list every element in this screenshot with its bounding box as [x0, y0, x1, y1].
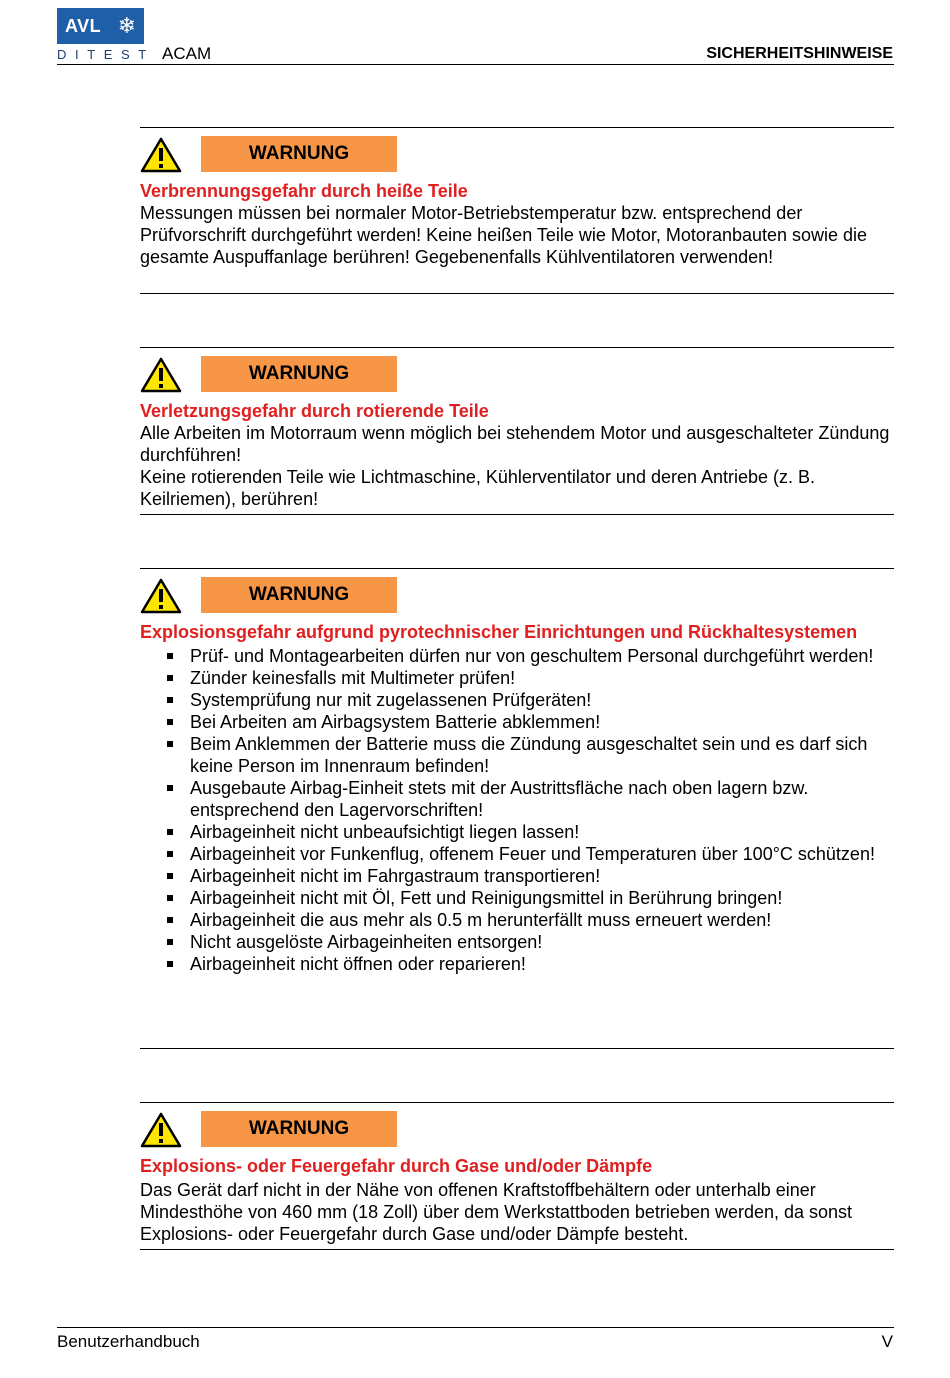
warning-block-explosion-airbag	[140, 568, 894, 1049]
warning-title: Verbrennungsgefahr durch heiße Teile	[140, 181, 468, 201]
warning-text-line: Keine rotierenden Teile wie Lichtmaschine, Kühlerventilator und deren Antriebe (z. B. Keilriemen), berühren!	[140, 467, 816, 509]
list-item: Zünder keinesfalls mit Multimeter prüfen!	[140, 667, 894, 689]
warning-triangle-icon	[140, 1112, 182, 1148]
list-item: Airbageinheit nicht im Fahrgastraum transportieren!	[140, 865, 894, 887]
warning-block-rotating	[140, 347, 894, 515]
logo-text: AVL	[65, 16, 102, 36]
warning-triangle-icon	[140, 578, 182, 614]
page-number: V	[881, 1332, 893, 1351]
snowflake-logo-icon: ❄	[117, 13, 136, 38]
list-item: Airbageinheit nicht öffnen oder reparieren!	[140, 953, 894, 975]
warning-block-gas	[140, 1102, 894, 1250]
list-item: Airbageinheit die aus mehr als 0.5 m herunterfällt muss erneuert werden!	[140, 909, 894, 931]
warning-block-burn	[140, 127, 894, 294]
warning-badge: WARNUNG	[201, 136, 397, 172]
list-item: Airbageinheit nicht unbeaufsichtigt liegen lassen!	[140, 821, 894, 843]
list-item: Prüf- und Montagearbeiten dürfen nur von geschultem Personal durchgeführt werden!	[140, 645, 894, 667]
warning-badge: WARNUNG	[201, 356, 397, 392]
warning-title: Explosions- oder Feuergefahr durch Gase und/oder Dämpfe	[140, 1156, 653, 1176]
footer-divider	[57, 1327, 894, 1328]
document-name: ACAM	[162, 44, 212, 63]
list-item: Ausgebaute Airbag-Einheit stets mit der Austrittsfläche nach oben lagern bzw. entsprechend den Lagervorschriften!	[140, 777, 894, 821]
warning-triangle-icon	[140, 137, 182, 173]
footer-manual-name: Benutzerhandbuch	[57, 1332, 200, 1351]
warning-list	[140, 645, 894, 975]
warning-title: Verletzungsgefahr durch rotierende Teile	[140, 401, 489, 421]
section-title: SICHERHEITSHINWEISE	[706, 45, 893, 62]
logo-subtitle: DITEST	[57, 47, 155, 62]
list-item: Bei Arbeiten am Airbagsystem Batterie abklemmen!	[140, 711, 894, 733]
warning-text-line: Alle Arbeiten im Motorraum wenn möglich bei stehendem Motor und ausgeschalteter Zündung durchführen!	[140, 423, 890, 465]
warning-triangle-icon	[140, 357, 182, 393]
avl-logo	[57, 8, 144, 44]
list-item: Systemprüfung nur mit zugelassenen Prüfgeräten!	[140, 689, 894, 711]
warning-text: Messungen müssen bei normaler Motor-Betriebstemperatur bzw. entsprechend der Prüfvorschrift durchgeführt werden! Keine heißen Teile wie Motor, Motoranbauten sowie die gesamte Auspuffanlage berühren! Gegebenenfalls Kühlventilatoren verwenden!	[140, 203, 868, 267]
list-item: Beim Anklemmen der Batterie muss die Zündung ausgeschaltet sein und es darf sich keine Person im Innenraum befinden!	[140, 733, 894, 777]
warning-text: Das Gerät darf nicht in der Nähe von offenen Kraftstoffbehältern oder unterhalb einer Mindesthöhe von 460 mm (18 Zoll) über dem Werkstattboden betrieben werden, da sonst Explosions- oder Feuergefahr durch Gase und/oder Dämpfe besteht.	[140, 1180, 853, 1244]
header-divider	[57, 64, 894, 65]
list-item: Airbageinheit nicht mit Öl, Fett und Reinigungsmittel in Berührung bringen!	[140, 887, 894, 909]
list-item: Nicht ausgelöste Airbageinheiten entsorgen!	[140, 931, 894, 953]
warning-badge: WARNUNG	[201, 577, 397, 613]
warning-title: Explosionsgefahr aufgrund pyrotechnischer Einrichtungen und Rückhaltesystemen	[140, 622, 858, 642]
list-item: Airbageinheit vor Funkenflug, offenem Feuer und Temperaturen über 100°C schützen!	[140, 843, 894, 865]
warning-badge: WARNUNG	[201, 1111, 397, 1147]
